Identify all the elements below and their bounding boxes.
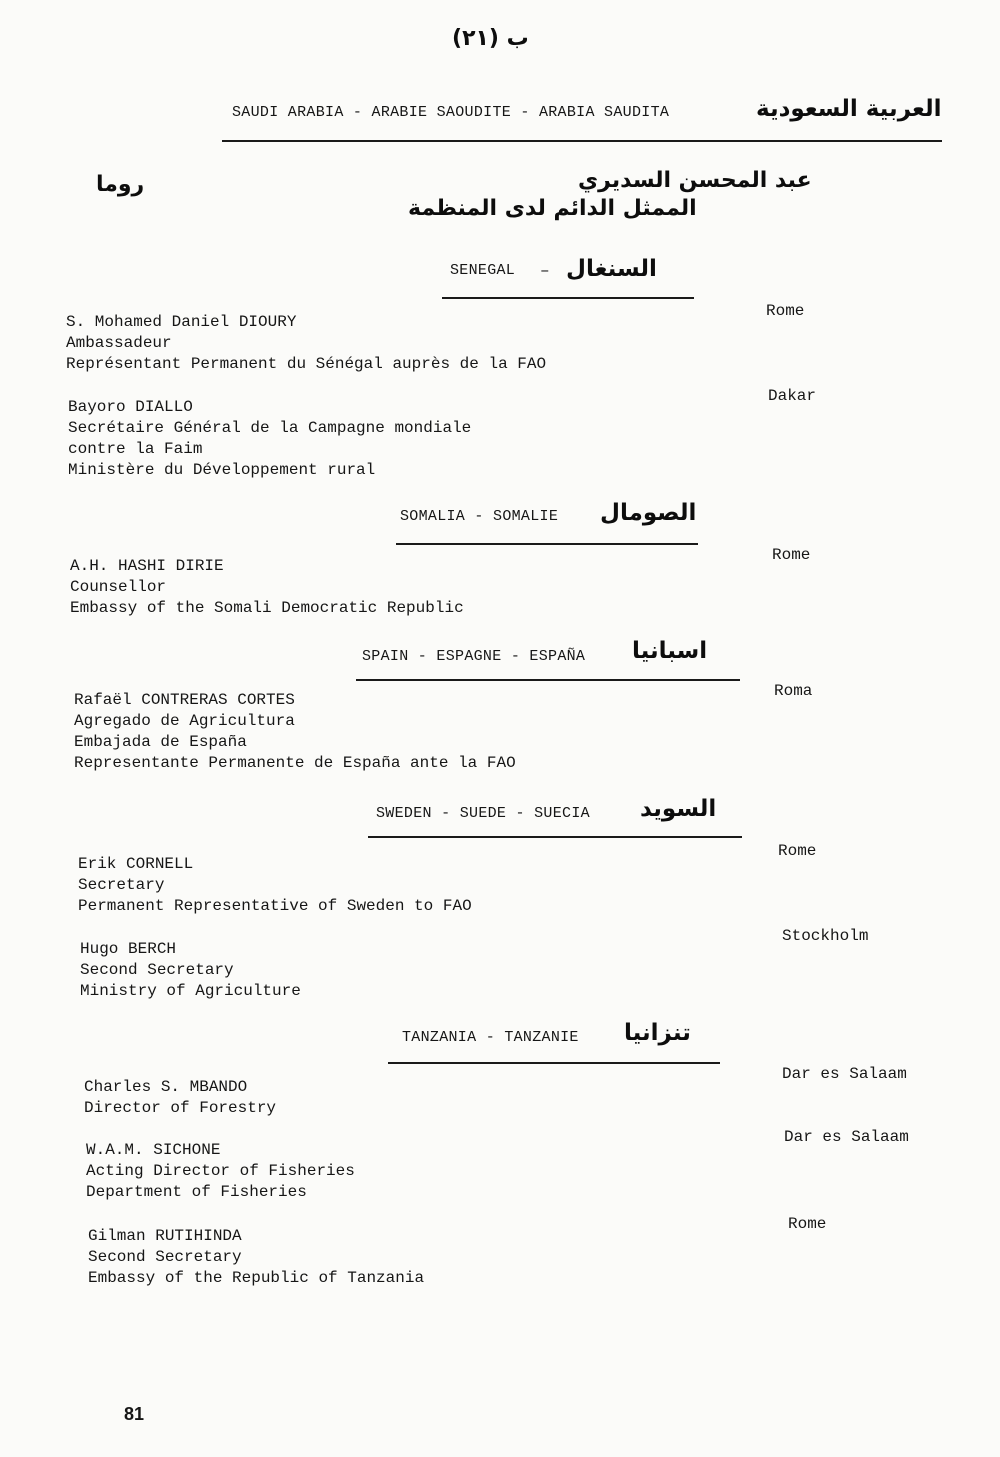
somalia-heading-arabic: الصومال [600, 500, 697, 526]
sweden-entry-2-title: Second Secretary [80, 961, 234, 979]
page-reference: ب (٢١) [452, 26, 529, 51]
sweden-entry-2-name: Hugo BERCH [80, 940, 177, 958]
tanzania-entry-3 [88, 1226, 424, 1289]
tanzania-entry-1 [84, 1077, 276, 1119]
sweden-entry-1-city: Rome [778, 842, 817, 860]
senegal-entry-1-city: Rome [766, 302, 805, 320]
tanzania-entry-3-city: Rome [788, 1215, 827, 1233]
spain-heading: SPAIN - ESPAGNE - ESPAÑA [362, 648, 586, 665]
spain-entry-1 [74, 690, 516, 774]
senegal-divider [442, 297, 694, 299]
tanzania-entry-2-title: Acting Director of Fisheries [86, 1162, 355, 1180]
tanzania-divider [388, 1062, 720, 1064]
tanzania-entry-2-department: Department of Fisheries [86, 1183, 307, 1201]
senegal-entry-1 [66, 312, 546, 375]
senegal-heading-arabic: السنغال [566, 256, 657, 282]
sweden-entry-2-city: Stockholm [782, 927, 869, 945]
somalia-divider [396, 543, 698, 545]
sweden-entry-2 [80, 939, 301, 1002]
senegal-entry-1-title: Ambassadeur [66, 334, 172, 352]
saudi-arabia-divider [222, 140, 942, 142]
spain-entry-1-title: Agregado de Agricultura [74, 712, 295, 730]
spain-entry-1-position: Representante Permanente de España ante la FAO [74, 754, 516, 772]
saudi-arabia-heading-arabic: العربية السعودية [756, 96, 942, 122]
tanzania-entry-2-name: W.A.M. SICHONE [86, 1141, 221, 1159]
senegal-heading: SENEGAL [450, 262, 516, 279]
sweden-heading-arabic: السويد [640, 796, 717, 822]
somalia-entry-1-name: A.H. HASHI DIRIE [70, 557, 224, 575]
senegal-dash: – [540, 262, 550, 280]
tanzania-entry-1-name: Charles S. MBANDO [84, 1078, 248, 1096]
somalia-entry-1-position: Embassy of the Somali Democratic Republic [70, 599, 464, 617]
senegal-entry-2-city: Dakar [768, 387, 817, 405]
sweden-entry-2-ministry: Ministry of Agriculture [80, 982, 301, 1000]
senegal-entry-1-position: Représentant Permanent du Sénégal auprès de la FAO [66, 355, 547, 373]
somalia-entry-1-city: Rome [772, 546, 811, 564]
tanzania-entry-3-title: Second Secretary [88, 1248, 242, 1266]
sweden-heading: SWEDEN - SUEDE - SUECIA [376, 805, 590, 822]
somalia-entry-1 [70, 556, 464, 619]
sweden-divider [368, 836, 742, 838]
sweden-entry-1 [78, 854, 472, 917]
senegal-entry-2-name: Bayoro DIALLO [68, 398, 193, 416]
saudi-delegate-name-arabic: عبد المحسن السديري [578, 168, 812, 193]
spain-heading-arabic: اسبانيا [632, 638, 708, 664]
tanzania-entry-1-city: Dar es Salaam [782, 1065, 907, 1083]
tanzania-heading: TANZANIA - TANZANIE [402, 1029, 579, 1046]
saudi-city-arabic: روما [96, 172, 145, 197]
tanzania-heading-arabic: تنزانيا [624, 1020, 691, 1046]
sweden-entry-1-name: Erik CORNELL [78, 855, 194, 873]
somalia-entry-1-title: Counsellor [70, 578, 167, 596]
tanzania-entry-3-name: Gilman RUTIHINDA [88, 1227, 242, 1245]
spain-entry-1-name: Rafaël CONTRERAS CORTES [74, 691, 295, 709]
saudi-delegate-title-arabic: الممثل الدائم لدى المنظمة [408, 196, 697, 221]
spain-divider [356, 679, 740, 681]
senegal-entry-2-title: Secrétaire Général de la Campagne mondiale [68, 419, 472, 437]
sweden-entry-1-position: Permanent Representative of Sweden to FAO [78, 897, 472, 915]
senegal-entry-2 [68, 397, 471, 481]
senegal-entry-2-title-cont: contre la Faim [68, 440, 203, 458]
spain-entry-1-city: Roma [774, 682, 813, 700]
senegal-entry-1-name: S. Mohamed Daniel DIOURY [66, 313, 297, 331]
saudi-arabia-heading: SAUDI ARABIA - ARABIE SAOUDITE - ARABIA SAUDITA [232, 104, 670, 121]
page-number: 81 [124, 1404, 145, 1424]
somalia-heading: SOMALIA - SOMALIE [400, 508, 559, 525]
senegal-entry-2-ministry: Ministère du Développement rural [68, 461, 376, 479]
tanzania-entry-2-city: Dar es Salaam [784, 1128, 909, 1146]
tanzania-entry-2 [86, 1140, 355, 1203]
tanzania-entry-3-embassy: Embassy of the Republic of Tanzania [88, 1269, 425, 1287]
spain-entry-1-embassy: Embajada de España [74, 733, 247, 751]
tanzania-entry-1-title: Director of Forestry [84, 1099, 277, 1117]
sweden-entry-1-title: Secretary [78, 876, 165, 894]
